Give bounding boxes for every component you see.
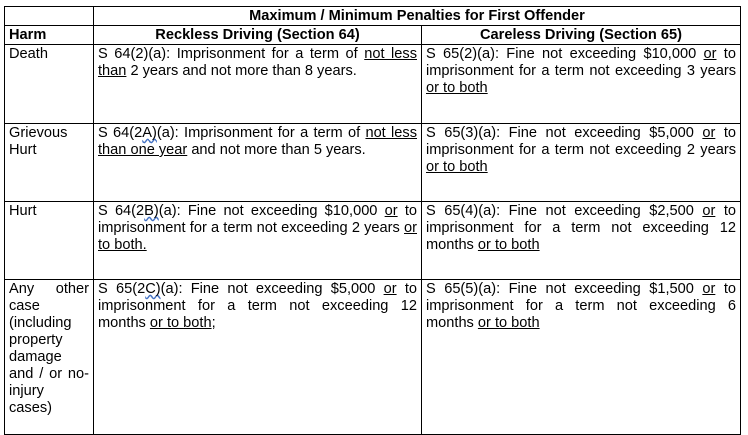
careless-penalty-cell: S 65(3)(a): Fine not exceeding $5,000 or to imprisonment for a term not exceeding 2 years or to both bbox=[422, 124, 741, 202]
blank-header-cell bbox=[5, 7, 94, 26]
careless-column-header: Careless Driving (Section 65) bbox=[422, 26, 741, 45]
reckless-column-header: Reckless Driving (Section 64) bbox=[94, 26, 422, 45]
careless-penalty-cell: S 65(2)(a): Fine not exceeding $10,000 or to imprisonment for a term not exceeding 3 years or to both bbox=[422, 45, 741, 124]
table-row-other-case bbox=[5, 280, 741, 435]
harm-cell: Hurt bbox=[5, 202, 94, 280]
column-header-row bbox=[5, 26, 741, 45]
harm-cell: Any other case (including property damage and / or no-injury cases) bbox=[5, 280, 94, 435]
reckless-penalty-cell: S 64(2A)(a): Imprisonment for a term of not less than one year and not more than 5 years. bbox=[94, 124, 422, 202]
harm-cell: Death bbox=[5, 45, 94, 124]
table-row-death bbox=[5, 45, 741, 124]
reckless-penalty-cell: S 65(2C)(a): Fine not exceeding $5,000 or to imprisonment for a term not exceeding 12 months or to both; bbox=[94, 280, 422, 435]
reckless-penalty-cell: S 64(2B)(a): Fine not exceeding $10,000 or to imprisonment for a term not exceeding 2 years or to both. bbox=[94, 202, 422, 280]
careless-penalty-cell: S 65(5)(a): Fine not exceeding $1,500 or to imprisonment for a term not exceeding 6 months or to both bbox=[422, 280, 741, 435]
careless-penalty-cell: S 65(4)(a): Fine not exceeding $2,500 or to imprisonment for a term not exceeding 12 months or to both bbox=[422, 202, 741, 280]
table-row-grievous-hurt bbox=[5, 124, 741, 202]
harm-cell: Grievous Hurt bbox=[5, 124, 94, 202]
table-title-row bbox=[5, 7, 741, 26]
table-row-hurt bbox=[5, 202, 741, 280]
harm-column-header: Harm bbox=[5, 26, 94, 45]
table-title: Maximum / Minimum Penalties for First Offender bbox=[94, 7, 741, 26]
penalties-table bbox=[4, 6, 741, 435]
reckless-penalty-cell: S 64(2)(a): Imprisonment for a term of not less than 2 years and not more than 8 years. bbox=[94, 45, 422, 124]
